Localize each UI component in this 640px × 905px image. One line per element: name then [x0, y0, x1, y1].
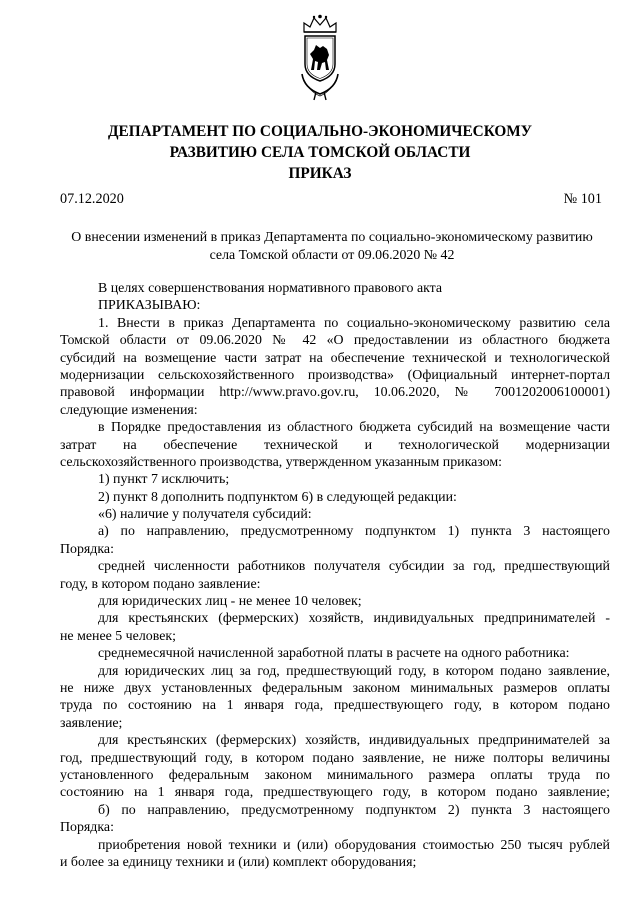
body-line: Томской области от 09.06.2020 № 42 «О предоставлении из областного бюджета	[60, 333, 610, 349]
body-line: году, в котором подано заявление:	[60, 576, 261, 592]
body-line: 1) пункт 7 исключить;	[98, 472, 230, 488]
body-line: сельскохозяйственного производства, утвержденном указанным приказом:	[60, 454, 503, 470]
body-line: и более за единицу техники и (или) комплект оборудования;	[60, 854, 417, 870]
order-body	[60, 280, 610, 871]
body-line: Порядка:	[60, 820, 114, 836]
body-line: а) по направлению, предусмотренному подпунктом 1) пункта 3 настоящего	[98, 524, 610, 540]
department-line-1: ДЕПАРТАМЕНТ ПО СОЦИАЛЬНО-ЭКОНОМИЧЕСКОМУ	[108, 123, 532, 140]
body-line: не менее 5 человек;	[60, 628, 176, 644]
body-line: Порядка:	[60, 541, 114, 557]
body-line: для крестьянских (фермерских) хозяйств, индивидуальных предпринимателей за	[98, 733, 610, 749]
body-line: заявление;	[60, 715, 123, 731]
department-line-2: РАЗВИТИЮ СЕЛА ТОМСКОЙ ОБЛАСТИ	[169, 144, 471, 161]
body-line: в Порядке предоставления из областного бюджета субсидий на возмещение части	[98, 420, 610, 436]
body-line: «6) наличие у получателя субсидий:	[98, 507, 312, 523]
body-line: не ниже двух установленных федеральным законом минимальных размеров оплаты	[60, 680, 610, 696]
subject-line-1: О внесении изменений в приказ Департамента по социально-экономическому развитию	[71, 230, 593, 245]
body-line: В целях совершенствования нормативного правового акта	[98, 281, 443, 296]
body-line: правовой информации http://www.pravo.gov.ru, 10.06.2020, № 7001202006100001)	[60, 385, 610, 401]
body-line: для крестьянских (фермерских) хозяйств, индивидуальных предпринимателей -	[98, 611, 610, 627]
body-line: б) по направлению, предусмотренному подпунктом 2) пункта 3 настоящего	[98, 802, 610, 818]
body-line: приобретения новой техники и (или) оборудования стоимостью 250 тысяч рублей	[98, 837, 610, 853]
order-number: № 101	[563, 191, 602, 207]
body-line: состоянию на 1 января года, предшествующего году, в котором подано заявление;	[60, 785, 610, 801]
body-line: ПРИКАЗЫВАЮ:	[98, 298, 201, 314]
order-date: 07.12.2020	[60, 191, 124, 207]
coat-of-arms-emblem	[296, 12, 344, 102]
body-line: установленного федеральным законом минимального размера оплаты труда по	[60, 767, 610, 783]
body-line: среднемесячной начисленной заработной платы в расчете на одного работника:	[98, 646, 570, 662]
order-subject	[54, 229, 610, 264]
body-line: средней численности работников получателя субсидии за год, предшествующий	[98, 559, 610, 575]
subject-line-2: села Томской области от 09.06.2020 № 42	[209, 247, 455, 263]
document-type: ПРИКАЗ	[288, 165, 352, 182]
body-line: труда по состоянию на 1 января года, предшествующего году, в котором подано	[60, 698, 610, 714]
body-line: затрат на обеспечение технической и технологической модернизации	[60, 437, 610, 453]
body-line: субсидий на возмещение части затрат на обеспечение технической и технологической	[60, 350, 610, 366]
body-line: 1. Внести в приказ Департамента по социально-экономическому развитию села	[98, 315, 610, 331]
body-line: для юридических лиц - не менее 10 человек;	[98, 594, 362, 610]
body-line: модернизации сельскохозяйственного производства» (Официальный интернет-портал	[60, 367, 610, 383]
department-name	[60, 121, 580, 163]
body-line: 2) пункт 8 дополнить подпунктом 6) в следующей редакции:	[98, 489, 457, 505]
body-line: для юридических лиц за год, предшествующий году, в котором подано заявление,	[98, 663, 610, 679]
body-line: следующие изменения:	[60, 402, 198, 418]
body-line: год, предшествующий году, в котором подано заявление, не ниже полторы величины	[60, 750, 610, 766]
